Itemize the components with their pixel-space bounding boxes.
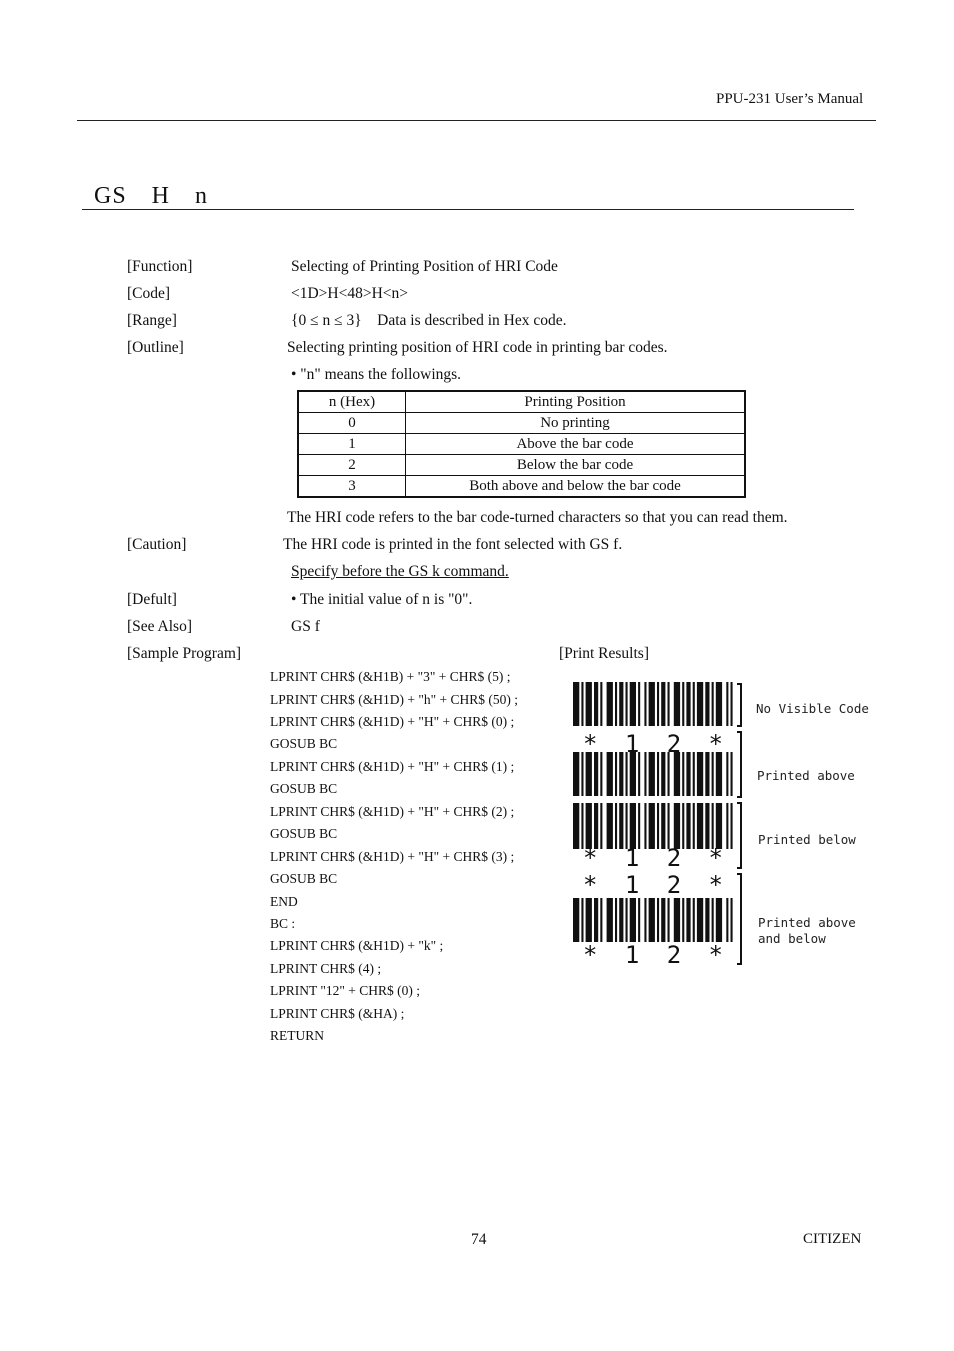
command-title: GS H n [94,183,209,209]
caution-value: The HRI code is printed in the font selected with GS f. [283,536,623,553]
barcode-bar [674,898,680,942]
barcode-bar [661,898,665,942]
range-label: [Range] [127,312,177,329]
barcode-bar [586,898,592,942]
barcode-bar [573,752,579,796]
barcode-bar [686,803,690,849]
barcode-bar [638,803,640,849]
table-row [298,455,745,476]
barcode-bar [649,682,655,726]
barcode-bar [731,682,733,726]
table-cell: Below the bar code [406,455,746,476]
program-line: GOSUB BC [270,871,338,886]
program-line: LPRINT CHR$ (&H1D) + "H" + CHR$ (3) ; [270,849,515,864]
barcode-bar [607,898,613,942]
program-line: LPRINT CHR$ (&H1D) + "H" + CHR$ (1) ; [270,759,515,774]
table-cell: Above the bar code [406,434,746,455]
code-label: [Code] [127,285,171,302]
barcode-bar [686,898,690,942]
barcode-bar [619,682,623,726]
barcode-bar [657,752,659,796]
program-line: LPRINT CHR$ (&HA) ; [270,1006,405,1021]
caution-label: [Caution] [127,536,187,553]
barcode-bar [586,752,592,796]
barcode-bar [649,803,655,849]
barcode-bar [697,803,703,849]
barcode-bar [693,682,695,726]
barcode-bar [594,898,598,942]
outline-value: Selecting printing position of HRI code in printing bar codes. [287,339,668,356]
barcode-bar [594,803,598,849]
barcode-bar [619,898,623,942]
barcode-bar [674,682,680,726]
barcode-bar [731,898,733,942]
barcode-bar [626,803,628,849]
caption-printed-both-2: and below [758,931,826,946]
barcode-bar [682,682,684,726]
barcode-bar [712,898,714,942]
table-row [298,413,745,434]
barcode-bar [731,752,733,796]
header-rule [77,120,876,121]
bracket-1 [737,684,741,726]
sample-program-label: [Sample Program] [127,645,242,662]
barcode-bar [661,752,665,796]
caption-printed-both-1: Printed above [758,915,856,930]
barcode-bar [649,752,655,796]
barcode-bar [661,682,665,726]
default-label: [Defult] [127,591,177,608]
barcode-bar [581,682,583,726]
range-value: {0 ≤ n ≤ 3} Data is described in Hex code. [291,312,567,329]
program-line: LPRINT CHR$ (4) ; [270,961,382,976]
barcode-bar [712,682,714,726]
program-line: LPRINT CHR$ (&H1D) + "H" + CHR$ (2) ; [270,804,515,819]
caution-note: Specify before the GS k command. [291,563,509,580]
manual-header: PPU-231 User’s Manual [716,91,864,107]
barcode-bar [594,682,598,726]
barcode-bar [581,898,583,942]
bracket-4 [737,874,741,964]
barcode-bar [712,803,714,849]
barcode-bar [716,682,722,726]
barcode-bar [615,682,617,726]
table-cell: 1 [298,434,406,455]
code-value: <1D>H<48>H<n> [291,285,409,302]
barcode-bar [586,803,592,849]
caption-printed-above: Printed above [757,768,855,783]
barcode-bar [615,898,617,942]
table-cell: 3 [298,476,406,498]
barcode-bar [657,682,659,726]
barcode-bar [697,752,703,796]
barcode-bar [638,898,640,942]
barcode-bar [630,752,636,796]
barcode-bar [674,752,680,796]
barcode-bar [638,752,640,796]
barcode-bar [644,803,646,849]
table-row [298,434,745,455]
barcode-bar [581,803,583,849]
barcode-bar [573,682,579,726]
bracket-2 [737,732,741,797]
barcode-bar [630,803,636,849]
barcode-bar [630,682,636,726]
barcode-bar [573,898,579,942]
program-line: LPRINT CHR$ (&H1D) + "h" + CHR$ (50) ; [270,692,519,707]
table-cell: No printing [406,413,746,434]
see-also-label: [See Also] [127,618,193,635]
program-line: LPRINT CHR$ (&H1D) + "H" + CHR$ (0) ; [270,714,515,729]
barcode-bar [693,752,695,796]
barcode-bar [581,752,583,796]
barcode-bar [705,898,709,942]
barcode-bar [619,752,623,796]
default-value: • The initial value of n is "0". [291,591,473,608]
outline-note: The HRI code refers to the bar code-turned characters so that you can read them. [287,509,788,526]
program-line: GOSUB BC [270,736,338,751]
function-label: [Function] [127,258,193,275]
program-line: BC : [270,916,296,931]
program-line: RETURN [270,1028,324,1043]
barcode-bar [607,752,613,796]
page-number: 74 [471,1231,487,1248]
barcode-bar [594,752,598,796]
barcode-bar [674,803,680,849]
program-line: END [270,894,298,909]
barcode-bar [600,752,602,796]
barcode-bar [600,682,602,726]
caption-printed-below: Printed below [758,832,856,847]
n-value-table [297,390,746,498]
barcode-bar [661,803,665,849]
hri-above-1: * 1 2 * [583,730,723,758]
barcode-bar [600,898,602,942]
barcode-bar [607,803,613,849]
brand-footer: CITIZEN [803,1231,862,1247]
barcode-bar [693,803,695,849]
barcode-bar [615,803,617,849]
barcode-bar [705,752,709,796]
program-line: LPRINT CHR$ (&H1D) + "k" ; [270,938,444,953]
barcode-bar [726,898,728,942]
barcode-bar [712,752,714,796]
table-header-cell: n (Hex) [298,391,406,413]
barcode-bar [726,682,728,726]
barcode-bar [626,898,628,942]
barcode-bar [626,752,628,796]
barcode-bar [657,803,659,849]
barcode-bar [682,898,684,942]
barcode-bar [716,898,722,942]
caption-no-visible: No Visible Code [756,701,869,716]
barcode-bar [705,803,709,849]
see-also-value: GS f [291,618,320,635]
barcode-bar [705,682,709,726]
barcode-bar [697,898,703,942]
barcode-bar [682,803,684,849]
print-results-label: [Print Results] [559,645,649,662]
hri-below-3: * 1 2 * [583,941,723,969]
barcode-bar [607,682,613,726]
barcode-bar [668,682,670,726]
table-header-cell: Printing Position [406,391,746,413]
table-cell: 0 [298,413,406,434]
barcode-bar [619,803,623,849]
table-row [298,476,745,498]
barcode-bar [693,898,695,942]
function-value: Selecting of Printing Position of HRI Code [291,258,558,275]
barcode-bar [726,752,728,796]
barcode-bar [668,803,670,849]
barcode-bar [731,803,733,849]
barcode-bar [657,898,659,942]
bracket-3 [737,803,741,868]
barcode-bar [716,752,722,796]
program-line: GOSUB BC [270,826,338,841]
title-rule [82,209,854,210]
barcode-bar [573,803,579,849]
table-cell: 2 [298,455,406,476]
table-cell: Both above and below the bar code [406,476,746,498]
barcode-bar [697,682,703,726]
outline-bullet: • "n" means the followings. [291,366,462,383]
barcode-bar [586,682,592,726]
barcode-bar [644,752,646,796]
barcode-bar [668,898,670,942]
barcode-bar [615,752,617,796]
hri-below-2: * 1 2 * [583,844,723,872]
outline-label: [Outline] [127,339,184,356]
barcode-bar [716,803,722,849]
barcode-bar [686,752,690,796]
program-line: LPRINT "12" + CHR$ (0) ; [270,983,421,998]
barcode-bar [682,752,684,796]
barcode-bar [630,898,636,942]
hri-above-3: * 1 2 * [583,871,723,899]
program-line: GOSUB BC [270,781,338,796]
barcode-bar [638,682,640,726]
barcode-bar [649,898,655,942]
barcode-bar [626,682,628,726]
barcode-bar [600,803,602,849]
barcode-bar [644,682,646,726]
barcode-bar [726,803,728,849]
table-header-row [298,391,745,413]
barcode-bar [686,682,690,726]
barcode-bar [668,752,670,796]
program-line: LPRINT CHR$ (&H1B) + "3" + CHR$ (5) ; [270,669,511,684]
barcode-bar [644,898,646,942]
